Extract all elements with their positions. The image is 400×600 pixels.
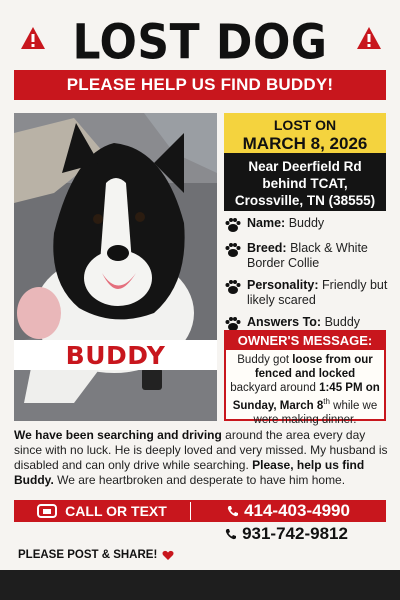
location-line-1: Near Deerfield Rd bbox=[248, 159, 362, 174]
location-line-3: Crossville, TN (38555) bbox=[234, 193, 376, 208]
detail-label: Breed: bbox=[247, 241, 287, 255]
lost-date: MARCH 8, 2026 bbox=[242, 134, 368, 153]
owner-message-box bbox=[224, 330, 386, 426]
warning-triangle-icon bbox=[356, 26, 382, 50]
poster-title: LOST DOG bbox=[72, 14, 328, 71]
footer-band bbox=[0, 570, 400, 600]
phone-icon bbox=[37, 504, 57, 518]
detail-value: Buddy bbox=[288, 216, 325, 230]
dog-name-text: BUDDY bbox=[65, 340, 166, 370]
detail-row bbox=[224, 278, 389, 308]
paw-icon bbox=[224, 216, 242, 234]
phone-icon bbox=[227, 505, 239, 517]
owner-message-heading: OWNER'S MESSAGE: bbox=[226, 332, 384, 350]
location-box bbox=[224, 153, 386, 211]
call-or-text-label: CALL OR TEXT bbox=[14, 503, 190, 519]
detail-value: Friendly but likely scared bbox=[247, 278, 388, 307]
poster-header bbox=[0, 0, 400, 71]
paw-icon bbox=[224, 241, 242, 259]
phone-number-primary[interactable]: 414-403-4990 bbox=[191, 501, 386, 521]
dog-details bbox=[224, 216, 389, 340]
lost-on-label: LOST ON bbox=[273, 117, 337, 133]
heart-icon bbox=[162, 550, 174, 561]
detail-label: Name: bbox=[247, 216, 286, 230]
help-banner: PLEASE HELP US FIND BUDDY! bbox=[14, 70, 386, 100]
phone-number-secondary[interactable]: 931-742-9812 bbox=[187, 523, 386, 545]
dog-illustration bbox=[14, 113, 217, 421]
detail-row bbox=[224, 241, 389, 271]
dog-name-label bbox=[14, 340, 217, 370]
contact-bar bbox=[14, 500, 386, 522]
location-line-2: behind TCAT, bbox=[262, 176, 348, 191]
story-paragraph: We have been searching and driving around the area every day since with no luck. He is deeply loved and very missed. My husband is disabled and can only drive while searching. Please, help us find Buddy. We are heartbroken and desperate to have him home. bbox=[14, 428, 388, 487]
detail-label: Personality: bbox=[247, 278, 319, 292]
detail-value: Buddy bbox=[324, 315, 361, 329]
detail-label: Answers To: bbox=[247, 315, 322, 329]
detail-value: Black & White Border Collie bbox=[247, 241, 368, 270]
phone-icon bbox=[225, 528, 237, 540]
owner-message-text: Buddy got loose from our fenced and locked backyard around 1:45 PM on Sunday, March 8th while we were making dinner. bbox=[230, 354, 380, 426]
detail-row bbox=[224, 216, 389, 234]
paw-icon bbox=[224, 278, 242, 296]
dog-photo bbox=[14, 113, 217, 421]
share-callout: PLEASE POST & SHARE! bbox=[18, 549, 174, 561]
lost-date-box bbox=[224, 113, 386, 153]
warning-triangle-icon bbox=[20, 26, 46, 50]
